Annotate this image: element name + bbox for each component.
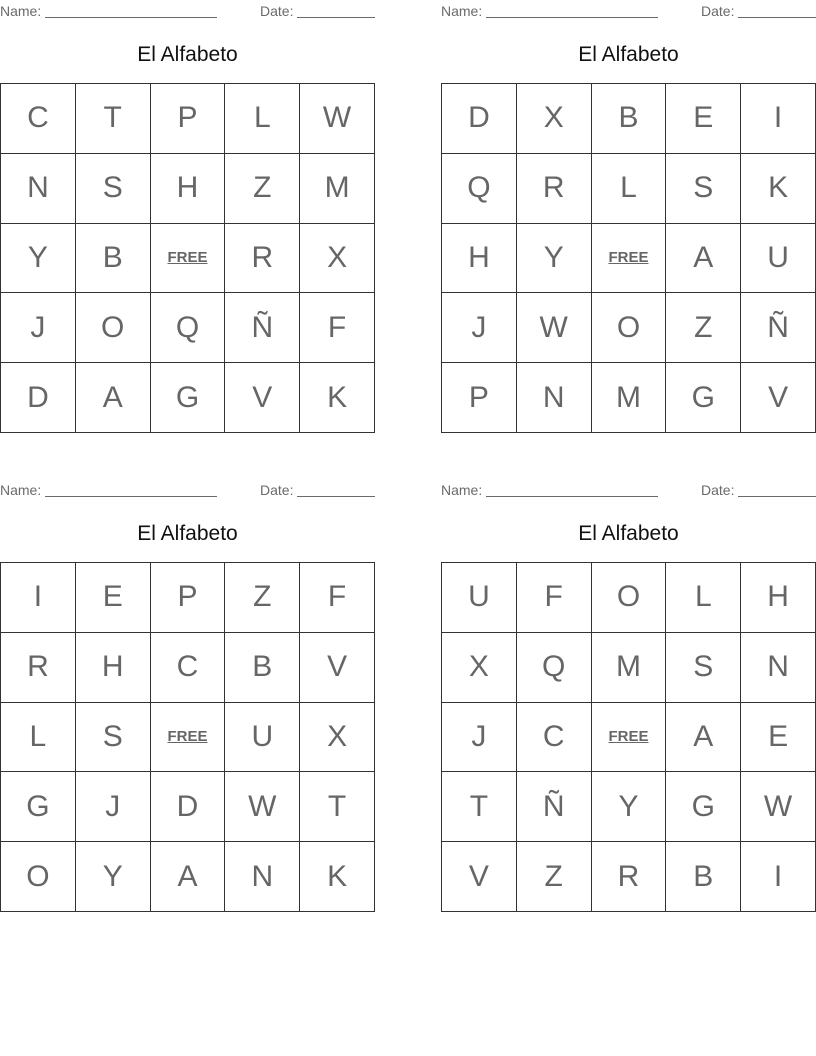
- letter-cell: B: [225, 633, 300, 703]
- letter-cell: M: [592, 363, 667, 433]
- letter-cell: V: [300, 633, 375, 703]
- date-label: Date:: [260, 3, 294, 19]
- date-label: Date:: [701, 482, 735, 498]
- card-header: [441, 0, 816, 22]
- letter-cell: L: [666, 563, 741, 633]
- letter-cell: S: [666, 633, 741, 703]
- date-label: Date:: [260, 482, 294, 498]
- letter-cell: O: [592, 563, 667, 633]
- letter-cell: U: [741, 224, 816, 294]
- bingo-card-3: [0, 479, 375, 893]
- letter-cell: R: [517, 154, 592, 224]
- letter-cell: Q: [442, 154, 517, 224]
- name-line: [45, 496, 217, 497]
- card-title: El Alfabeto: [137, 43, 238, 66]
- date-line: [738, 17, 816, 18]
- letter-cell: A: [666, 703, 741, 773]
- letter-cell: B: [666, 842, 741, 912]
- letter-cell: L: [1, 703, 76, 773]
- card-header: [0, 0, 375, 22]
- letter-cell: Ñ: [225, 293, 300, 363]
- letter-cell: T: [442, 772, 517, 842]
- letter-cell: T: [300, 772, 375, 842]
- letter-cell: A: [151, 842, 226, 912]
- letter-cell: O: [592, 293, 667, 363]
- bingo-grid: [0, 562, 375, 912]
- letter-cell: G: [151, 363, 226, 433]
- free-space-cell: FREE: [592, 224, 667, 294]
- letter-cell: A: [666, 224, 741, 294]
- letter-cell: E: [666, 84, 741, 154]
- letter-cell: E: [741, 703, 816, 773]
- letter-cell: P: [151, 563, 226, 633]
- card-title: El Alfabeto: [578, 522, 679, 545]
- letter-cell: S: [666, 154, 741, 224]
- letter-cell: W: [225, 772, 300, 842]
- free-space-cell: FREE: [592, 703, 667, 773]
- letter-cell: J: [442, 293, 517, 363]
- letter-cell: L: [225, 84, 300, 154]
- bingo-grid: [441, 83, 816, 433]
- letter-cell: Z: [225, 563, 300, 633]
- letter-cell: O: [1, 842, 76, 912]
- letter-cell: X: [442, 633, 517, 703]
- letter-cell: V: [225, 363, 300, 433]
- letter-cell: N: [517, 363, 592, 433]
- letter-cell: H: [442, 224, 517, 294]
- letter-cell: S: [76, 154, 151, 224]
- letter-cell: Q: [151, 293, 226, 363]
- letter-cell: O: [76, 293, 151, 363]
- letter-cell: V: [741, 363, 816, 433]
- letter-cell: F: [300, 563, 375, 633]
- letter-cell: E: [76, 563, 151, 633]
- bingo-card-2: [441, 0, 816, 414]
- card-header: [0, 479, 375, 501]
- name-line: [486, 496, 658, 497]
- letter-cell: B: [592, 84, 667, 154]
- letter-cell: U: [442, 563, 517, 633]
- letter-cell: L: [592, 154, 667, 224]
- letter-cell: Y: [592, 772, 667, 842]
- letter-cell: Z: [517, 842, 592, 912]
- letter-cell: R: [1, 633, 76, 703]
- letter-cell: F: [300, 293, 375, 363]
- letter-cell: N: [1, 154, 76, 224]
- letter-cell: Y: [517, 224, 592, 294]
- card-title: El Alfabeto: [137, 522, 238, 545]
- letter-cell: D: [442, 84, 517, 154]
- letter-cell: I: [741, 842, 816, 912]
- letter-cell: C: [517, 703, 592, 773]
- name-line: [45, 17, 217, 18]
- card-header: [441, 479, 816, 501]
- letter-cell: J: [76, 772, 151, 842]
- letter-cell: D: [1, 363, 76, 433]
- free-space-cell: FREE: [151, 224, 226, 294]
- letter-cell: X: [517, 84, 592, 154]
- card-title: El Alfabeto: [578, 43, 679, 66]
- letter-cell: Ñ: [741, 293, 816, 363]
- letter-cell: W: [517, 293, 592, 363]
- letter-cell: P: [442, 363, 517, 433]
- letter-cell: X: [300, 224, 375, 294]
- letter-cell: F: [517, 563, 592, 633]
- letter-cell: V: [442, 842, 517, 912]
- letter-cell: Ñ: [517, 772, 592, 842]
- letter-cell: K: [300, 363, 375, 433]
- bingo-card-1: [0, 0, 375, 414]
- letter-cell: C: [1, 84, 76, 154]
- date-line: [297, 496, 375, 497]
- letter-cell: M: [300, 154, 375, 224]
- letter-cell: J: [1, 293, 76, 363]
- letter-cell: J: [442, 703, 517, 773]
- letter-cell: C: [151, 633, 226, 703]
- letter-cell: X: [300, 703, 375, 773]
- letter-cell: Z: [225, 154, 300, 224]
- letter-cell: I: [1, 563, 76, 633]
- letter-cell: T: [76, 84, 151, 154]
- name-label: Name:: [441, 3, 483, 19]
- name-label: Name:: [0, 3, 42, 19]
- name-label: Name:: [0, 482, 42, 498]
- free-space-cell: FREE: [151, 703, 226, 773]
- letter-cell: G: [1, 772, 76, 842]
- date-line: [297, 17, 375, 18]
- bingo-grid: [441, 562, 816, 912]
- letter-cell: H: [76, 633, 151, 703]
- date-label: Date:: [701, 3, 735, 19]
- letter-cell: N: [225, 842, 300, 912]
- letter-cell: K: [300, 842, 375, 912]
- name-label: Name:: [441, 482, 483, 498]
- letter-cell: G: [666, 772, 741, 842]
- letter-cell: U: [225, 703, 300, 773]
- letter-cell: W: [741, 772, 816, 842]
- letter-cell: A: [76, 363, 151, 433]
- letter-cell: I: [741, 84, 816, 154]
- letter-cell: R: [592, 842, 667, 912]
- letter-cell: M: [592, 633, 667, 703]
- letter-cell: Y: [76, 842, 151, 912]
- letter-cell: Y: [1, 224, 76, 294]
- letter-cell: P: [151, 84, 226, 154]
- letter-cell: N: [741, 633, 816, 703]
- name-line: [486, 17, 658, 18]
- letter-cell: Q: [517, 633, 592, 703]
- letter-cell: G: [666, 363, 741, 433]
- letter-cell: H: [741, 563, 816, 633]
- letter-cell: B: [76, 224, 151, 294]
- letter-cell: H: [151, 154, 226, 224]
- bingo-grid: [0, 83, 375, 433]
- letter-cell: K: [741, 154, 816, 224]
- date-line: [738, 496, 816, 497]
- letter-cell: Z: [666, 293, 741, 363]
- letter-cell: R: [225, 224, 300, 294]
- letter-cell: D: [151, 772, 226, 842]
- letter-cell: W: [300, 84, 375, 154]
- letter-cell: S: [76, 703, 151, 773]
- bingo-card-4: [441, 479, 816, 893]
